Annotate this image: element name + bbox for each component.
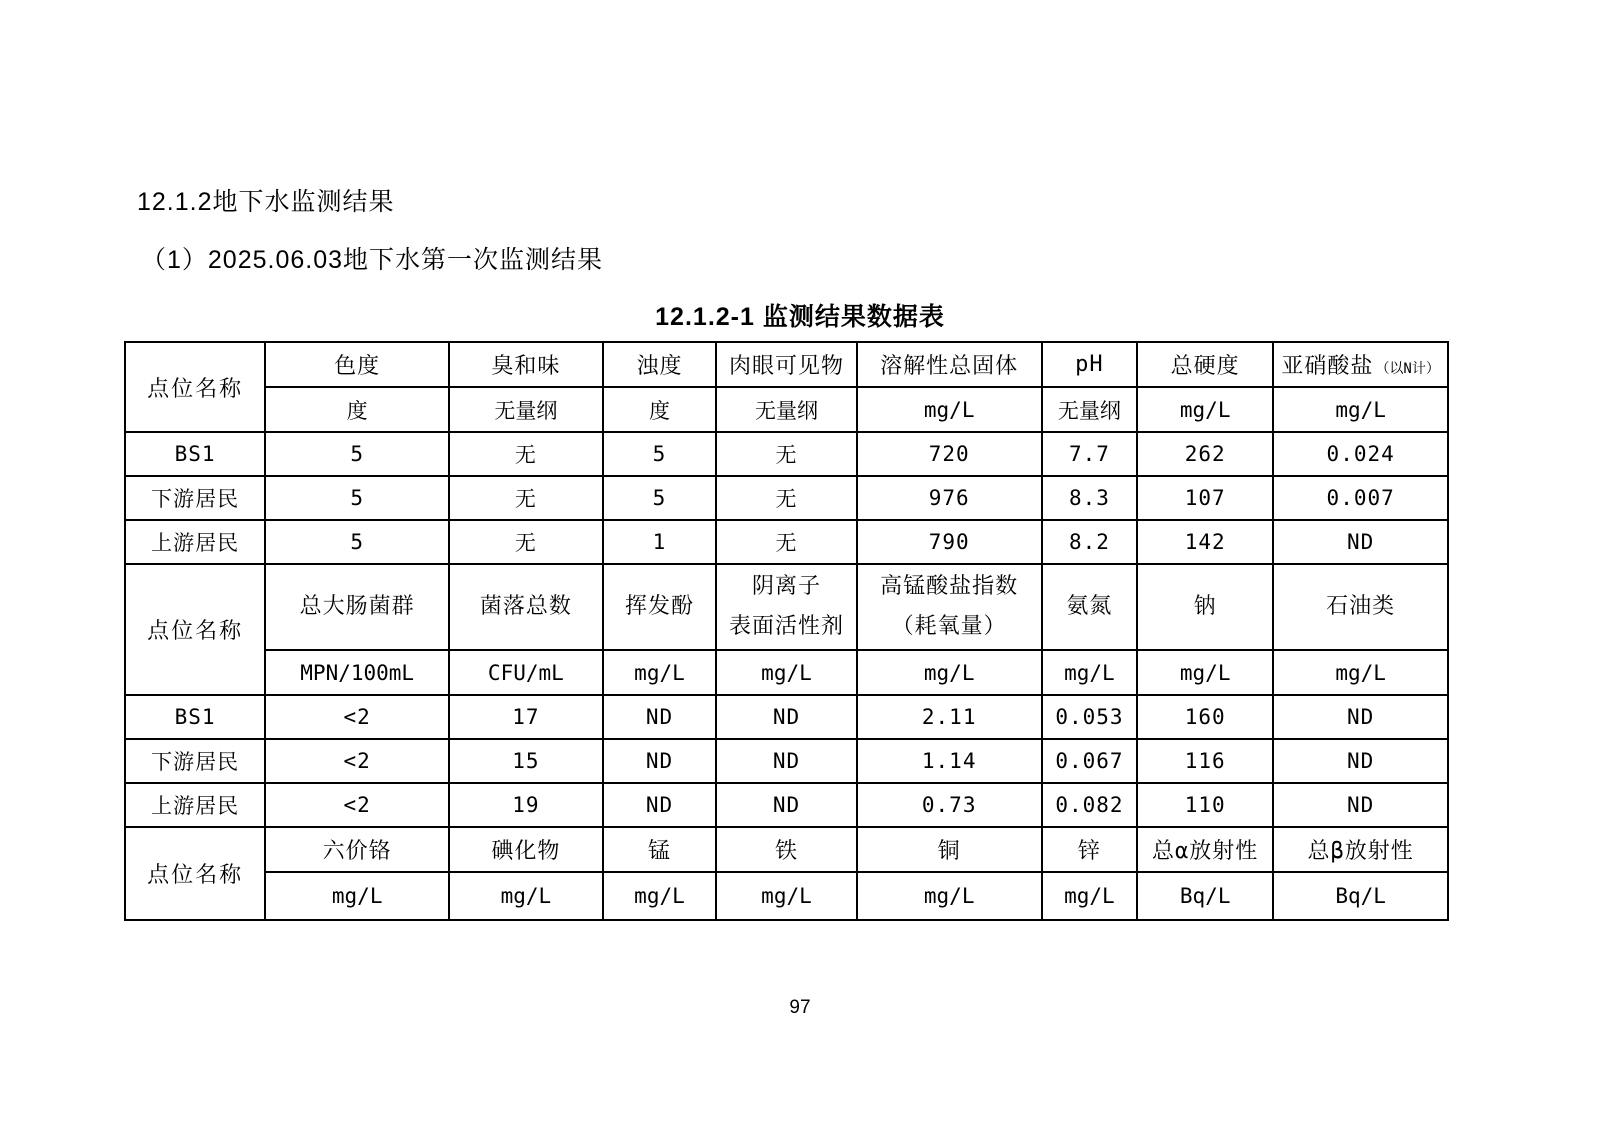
value-cell: 976 (857, 476, 1042, 520)
column-unit: mg/L (1137, 650, 1273, 695)
value-cell: 1.14 (857, 739, 1042, 783)
column-unit: 无量纲 (716, 387, 856, 432)
column-unit: mg/L (1273, 650, 1448, 695)
column-header: 阴离子 表面活性剂 (716, 564, 856, 650)
subsection-heading: （1）2025.06.03地下水第一次监测结果 (141, 246, 604, 274)
column-unit: 无量纲 (1042, 387, 1137, 432)
value-cell: 107 (1137, 476, 1273, 520)
value-cell: 无 (716, 520, 856, 564)
row-label: 上游居民 (125, 520, 265, 564)
value-cell: 0.024 (1273, 432, 1448, 476)
column-unit: mg/L (1137, 387, 1273, 432)
value-cell: 19 (449, 783, 602, 827)
row-label: 上游居民 (125, 783, 265, 827)
column-header-note: （以N计） (1375, 361, 1440, 377)
value-cell: ND (1273, 739, 1448, 783)
column-unit: mg/L (1042, 872, 1137, 920)
value-cell: 116 (1137, 739, 1273, 783)
column-unit: mg/L (716, 872, 856, 920)
table-row (125, 520, 1448, 564)
column-header: 锌 (1042, 827, 1137, 872)
header-unit-row (125, 387, 1448, 432)
value-cell: ND (603, 783, 717, 827)
value-cell: 790 (857, 520, 1042, 564)
value-cell: 15 (449, 739, 602, 783)
section-heading: 12.1.2地下水监测结果 (137, 188, 395, 216)
value-cell: 0.082 (1042, 783, 1137, 827)
column-header: 臭和味 (449, 342, 602, 387)
column-unit: 度 (265, 387, 449, 432)
value-cell: 0.053 (1042, 695, 1137, 739)
column-header: 高锰酸盐指数 （耗氧量） (857, 564, 1042, 650)
column-unit: mg/L (857, 387, 1042, 432)
table-row (125, 432, 1448, 476)
value-cell: 无 (449, 432, 602, 476)
header-unit-row (125, 650, 1448, 695)
row-label: BS1 (125, 695, 265, 739)
column-header: 亚硝酸盐 （以N计） (1273, 342, 1448, 387)
table-row (125, 739, 1448, 783)
column-header: 六价铬 (265, 827, 449, 872)
table-row (125, 783, 1448, 827)
value-cell: 1 (603, 520, 717, 564)
column-header: 总硬度 (1137, 342, 1273, 387)
value-cell: 142 (1137, 520, 1273, 564)
value-cell: 无 (716, 476, 856, 520)
value-cell: 无 (716, 432, 856, 476)
header-unit-row (125, 872, 1448, 920)
value-cell: <2 (265, 783, 449, 827)
row-header-label: 点位名称 (125, 342, 265, 432)
column-unit: mg/L (603, 872, 717, 920)
column-unit: CFU/mL (449, 650, 602, 695)
column-unit: mg/L (716, 650, 856, 695)
value-cell: 5 (603, 476, 717, 520)
column-unit: Bq/L (1273, 872, 1448, 920)
value-cell: 8.3 (1042, 476, 1137, 520)
row-label: BS1 (125, 432, 265, 476)
row-header-label: 点位名称 (125, 564, 265, 695)
value-cell: 2.11 (857, 695, 1042, 739)
value-cell: ND (716, 783, 856, 827)
value-cell: ND (716, 695, 856, 739)
column-header: 碘化物 (449, 827, 602, 872)
column-header: pH (1042, 342, 1137, 387)
column-header: 铁 (716, 827, 856, 872)
column-header: 浊度 (603, 342, 717, 387)
value-cell: 262 (1137, 432, 1273, 476)
value-cell: 7.7 (1042, 432, 1137, 476)
column-unit: 度 (603, 387, 717, 432)
value-cell: <2 (265, 695, 449, 739)
value-cell: 5 (265, 476, 449, 520)
row-label: 下游居民 (125, 476, 265, 520)
value-cell: <2 (265, 739, 449, 783)
column-unit: mg/L (857, 872, 1042, 920)
value-cell: ND (1273, 783, 1448, 827)
value-cell: 160 (1137, 695, 1273, 739)
value-cell: ND (1273, 695, 1448, 739)
column-header: 溶解性总固体 (857, 342, 1042, 387)
column-unit: mg/L (265, 872, 449, 920)
value-cell: ND (603, 739, 717, 783)
value-cell: 无 (449, 476, 602, 520)
table-row (125, 476, 1448, 520)
column-header: 色度 (265, 342, 449, 387)
column-unit: 无量纲 (449, 387, 602, 432)
column-header: 肉眼可见物 (716, 342, 856, 387)
column-unit: mg/L (603, 650, 717, 695)
value-cell: 8.2 (1042, 520, 1137, 564)
value-cell: 0.73 (857, 783, 1042, 827)
row-label: 下游居民 (125, 739, 265, 783)
monitoring-results-table (124, 341, 1449, 921)
column-unit: MPN/100mL (265, 650, 449, 695)
column-header: 菌落总数 (449, 564, 602, 650)
column-unit: mg/L (1273, 387, 1448, 432)
header-name-row (125, 342, 1448, 387)
column-unit: mg/L (857, 650, 1042, 695)
column-header: 挥发酚 (603, 564, 717, 650)
column-header: 总α放射性 (1137, 827, 1273, 872)
table-body (125, 342, 1448, 920)
column-unit: Bq/L (1137, 872, 1273, 920)
value-cell: 5 (265, 432, 449, 476)
value-cell: ND (1273, 520, 1448, 564)
value-cell: 5 (265, 520, 449, 564)
value-cell: 0.067 (1042, 739, 1137, 783)
table-row (125, 695, 1448, 739)
column-header: 铜 (857, 827, 1042, 872)
value-cell: 无 (449, 520, 602, 564)
value-cell: ND (716, 739, 856, 783)
value-cell: ND (603, 695, 717, 739)
header-name-row (125, 827, 1448, 872)
column-unit: mg/L (449, 872, 602, 920)
column-header: 总β放射性 (1273, 827, 1448, 872)
page-number: 97 (789, 997, 811, 1018)
header-name-row (125, 564, 1448, 650)
table-title: 12.1.2-1 监测结果数据表 (655, 303, 945, 331)
column-unit: mg/L (1042, 650, 1137, 695)
value-cell: 5 (603, 432, 717, 476)
row-header-label: 点位名称 (125, 827, 265, 920)
column-header: 石油类 (1273, 564, 1448, 650)
column-header: 氨氮 (1042, 564, 1137, 650)
value-cell: 17 (449, 695, 602, 739)
column-header: 锰 (603, 827, 717, 872)
value-cell: 110 (1137, 783, 1273, 827)
column-header: 总大肠菌群 (265, 564, 449, 650)
column-header: 钠 (1137, 564, 1273, 650)
value-cell: 720 (857, 432, 1042, 476)
value-cell: 0.007 (1273, 476, 1448, 520)
